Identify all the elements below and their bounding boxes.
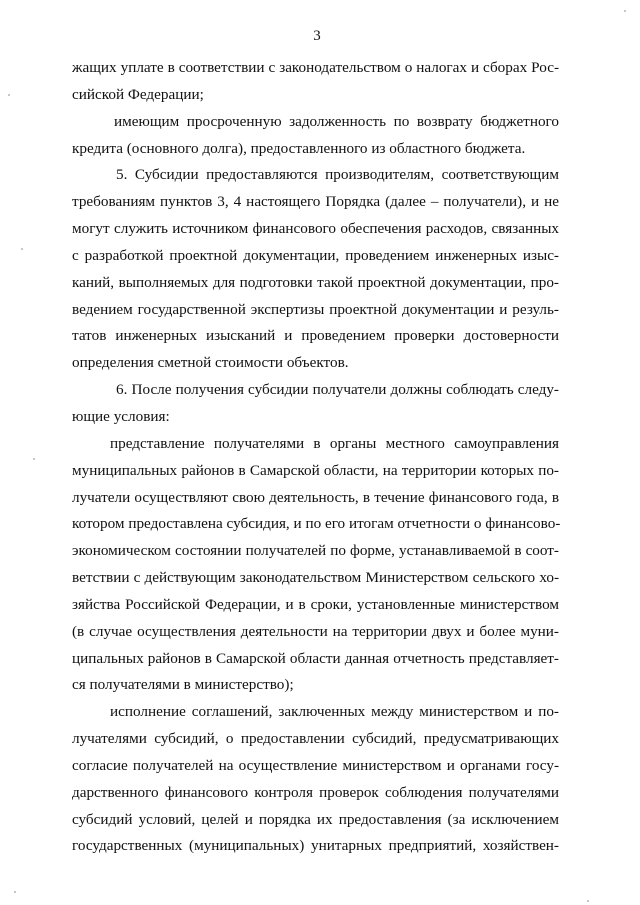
text-line: определения сметной стоимости объектов. xyxy=(72,354,349,372)
text-line: 6. После получения субсидии получатели должны соблюдать следу- xyxy=(116,381,559,399)
text-line: экономическом состоянии получателей по форме, устанавливаемой в соот- xyxy=(72,542,559,560)
text-line: лучатели осуществляют свою деятельность, в течение финансового года, в xyxy=(72,488,559,506)
text-line: представление получателями в органы местного самоуправления xyxy=(110,434,559,452)
text-line: татов инженерных изысканий и проведением проверки достоверности xyxy=(72,327,559,345)
text-line: могут служить источником финансового обеспечения расходов, связанных xyxy=(72,220,559,238)
scan-speck xyxy=(21,248,23,250)
text-line: котором предоставлена субсидия, и по его итогам отчетности о финансово- xyxy=(72,515,561,533)
text-line: муниципальных районов в Самарской области, на территории которых по- xyxy=(72,461,559,479)
text-line: каний, выполняемых для подготовки такой проектной документации, про- xyxy=(72,273,559,291)
text-line: государственных (муниципальных) унитарных предприятий, хозяйствен- xyxy=(72,837,559,855)
text-line: ветствии с действующим законодательством Министерством сельского хо- xyxy=(72,569,559,587)
text-line: (в случае осуществления деятельности на территории двух и более муни- xyxy=(72,622,559,640)
text-line: дарственного финансового контроля проверок соблюдения получателями xyxy=(72,783,559,801)
text-line: субсидий условий, целей и порядка их предоставления (за исключением xyxy=(72,810,559,828)
text-line: ведением государственной экспертизы проектной документации и резуль- xyxy=(72,300,559,318)
document-body xyxy=(72,55,559,860)
text-line: требованиям пунктов 3, 4 настоящего Порядка (далее – получатели), и не xyxy=(72,193,559,211)
scan-speck xyxy=(587,900,589,902)
page-number: 3 xyxy=(313,28,321,44)
text-line: с разработкой проектной документации, проведением инженерных изыс- xyxy=(72,246,559,264)
text-line: ющие условия: xyxy=(72,407,170,425)
text-line: исполнение соглашений, заключенных между министерством и по- xyxy=(110,703,559,721)
text-line: зяйства Российской Федерации, и в сроки, установленные министерством xyxy=(72,595,559,613)
text-line: 5. Субсидии предоставляются производителям, соответствующим xyxy=(116,166,559,184)
text-line: кредита (основного долга), предоставленного из областного бюджета. xyxy=(72,139,526,157)
text-line: жащих уплате в соответствии с законодательством о налогах и сборах Рос- xyxy=(72,59,559,76)
scan-speck xyxy=(624,10,626,12)
text-line: согласие получателей на осуществление министерством и органами госу- xyxy=(72,756,559,774)
text-line: сийской Федерации; xyxy=(72,85,204,103)
text-line: ся получателями в министерство); xyxy=(72,676,294,694)
scan-speck xyxy=(8,94,10,96)
text-line: ципальных районов в Самарской области данная отчетность представляет- xyxy=(72,649,559,667)
text-line: имеющим просроченную задолженность по возврату бюджетного xyxy=(114,112,559,130)
text-line: лучателями субсидий, о предоставлении субсидий, предусматривающих xyxy=(72,730,559,748)
scan-speck xyxy=(33,458,35,460)
scan-speck xyxy=(14,891,16,893)
